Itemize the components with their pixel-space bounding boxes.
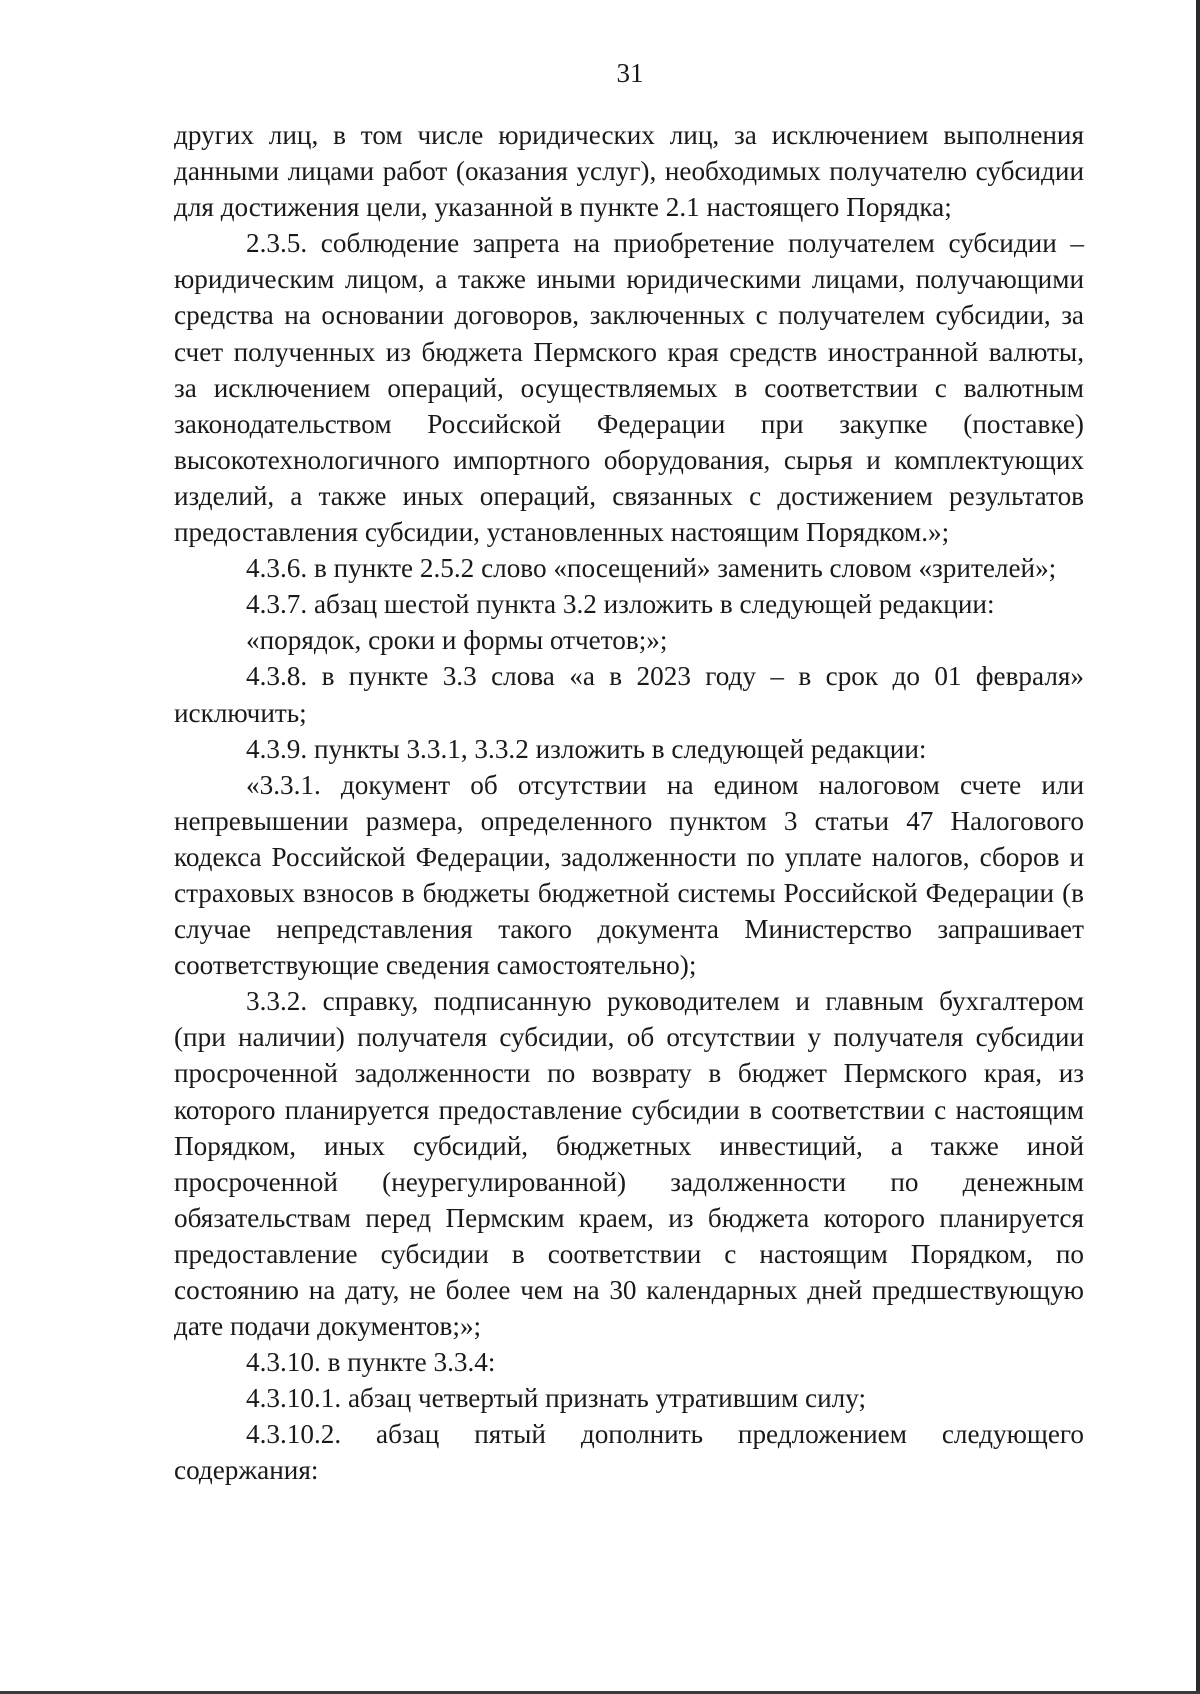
paragraph: 4.3.9. пункты 3.3.1, 3.3.2 изложить в следующей редакции:: [246, 733, 927, 764]
paragraph: 2.3.5. соблюдение запрета на приобретение получателем субсидии – юридическим лицом, а также иными юридическими лицами, получающими средства на основании договоров, заключенных с получателем субсидии, за счет полученных из бюджета Пермского края средств иностранной валюты, за исключением операций, осуществляемых в соответствии с валютным законодательством Российской Федерации при закупке (поставке) высокотехнологичного импортного оборудования, сырья и комплектующих изделий, а также иных операций, связанных с достижением результатов предоставления субсидии, установленных настоящим Порядком.»;: [174, 228, 1084, 548]
paragraph: других лиц, в том числе юридических лиц, за исключением выполнения данными лицами работ (оказания услуг), необходимых получателю субсидии для достижения цели, указанной в пункте 2.1 настоящего Порядка;: [174, 120, 1084, 223]
paragraph: 4.3.10.2. абзац пятый дополнить предложением следующего содержания:: [174, 1419, 1084, 1486]
paragraph: 4.3.8. в пункте 3.3 слова «а в 2023 году – в срок до 01 февраля» исключить;: [174, 661, 1084, 728]
document-body: [174, 117, 1084, 1489]
paragraph: «порядок, сроки и формы отчетов;»;: [246, 625, 668, 656]
paragraph: 4.3.10.1. абзац четвертый признать утратившим силу;: [246, 1383, 867, 1414]
scan-edge-right: [1196, 0, 1200, 1694]
page-number: 31: [616, 58, 644, 88]
paragraph: 4.3.6. в пункте 2.5.2 слово «посещений» заменить словом «зрителей»;: [246, 553, 1057, 584]
paragraph: «3.3.1. документ об отсутствии на едином налоговом счете или непревышении размера, определенного пунктом 3 статьи 47 Налогового кодекса Российской Федерации, задолженности по уплате налогов, сборов и страховых взносов в бюджеты бюджетной системы Российской Федерации (в случае непредставления такого документа Министерство запрашивает соответствующие сведения самостоятельно);: [174, 769, 1084, 981]
paragraph: 4.3.7. абзац шестой пункта 3.2 изложить в следующей редакции:: [246, 589, 995, 620]
paragraph: 4.3.10. в пункте 3.3.4:: [246, 1347, 496, 1378]
paragraph: 3.3.2. справку, подписанную руководителем и главным бухгалтером (при наличии) получателя субсидии, об отсутствии у получателя субсидии просроченной задолженности по возврату в бюджет Пермского края, из которого планируется предоставление субсидии в соответствии с настоящим Порядком, иных субсидий, бюджетных инвестиций, а также иной просроченной (неурегулированной) задолженности по денежным обязательствам перед Пермским краем, из бюджета которого планируется предоставление субсидии в соответствии с настоящим Порядком, по состоянию на дату, не более чем на 30 календарных дней предшествующую дате подачи документов;»;: [174, 986, 1084, 1342]
